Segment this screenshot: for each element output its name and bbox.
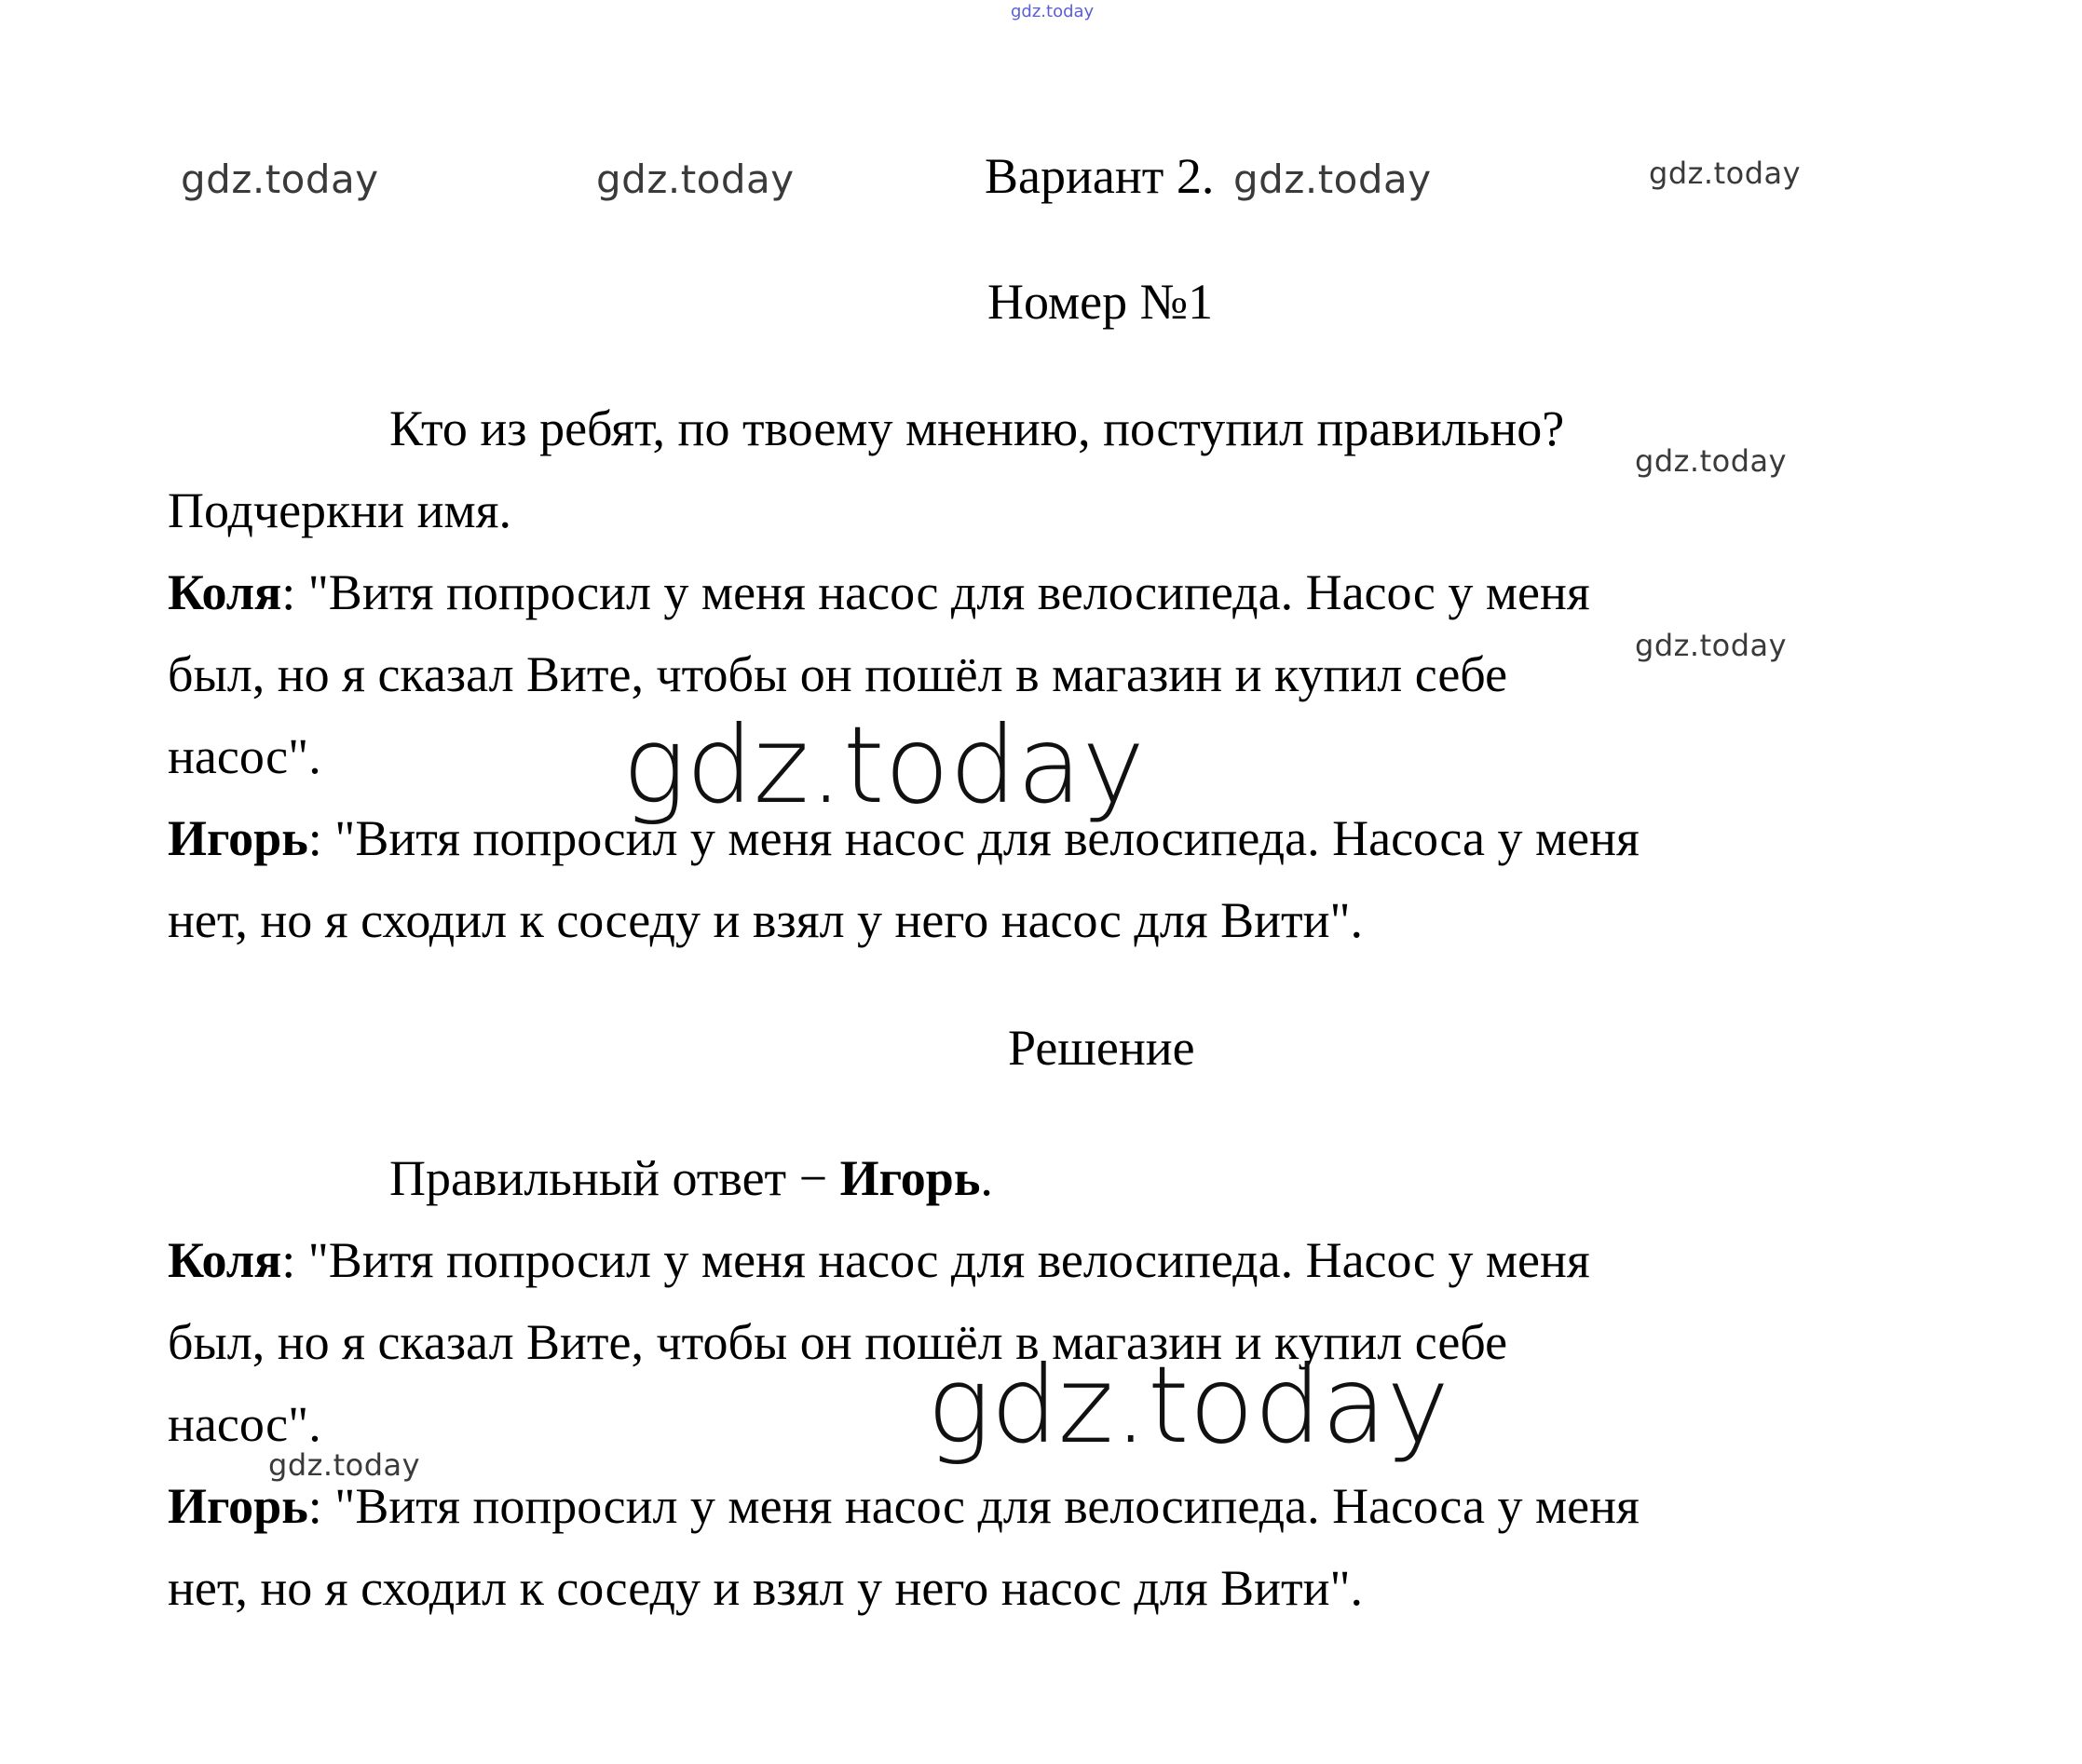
watermark-header-4: gdz.today xyxy=(1649,156,1802,191)
task-kolya-text-1: : "Витя попросил у меня насос для велосипеда. Насос у меня xyxy=(281,564,1590,620)
task-igor-line-2: нет, но я сходил к соседу и взял у него насос для Вити". xyxy=(168,892,1364,948)
solution-kolya-text-1: : "Витя попросил у меня насос для велосипеда. Насос у меня xyxy=(281,1232,1590,1288)
watermark-header-3: gdz.today xyxy=(1233,156,1432,202)
question-line-2: Подчеркни имя. xyxy=(168,482,511,538)
solution-kolya-line-1 xyxy=(168,1232,1590,1288)
solution-answer xyxy=(389,1150,993,1206)
solution-igor-text-1: : "Витя попросил у меня насос для велосипеда. Насоса у меня xyxy=(307,1478,1640,1534)
answer-prefix: Правильный ответ − xyxy=(389,1150,840,1206)
answer-suffix: . xyxy=(980,1150,993,1206)
watermark-solution: gdz.today xyxy=(268,1447,421,1483)
watermark-big-1: gdz.today xyxy=(622,703,1145,827)
task-igor-name: Игорь xyxy=(168,810,308,866)
task-number: Номер №1 xyxy=(987,274,1214,330)
task-kolya-name: Коля xyxy=(168,564,282,620)
watermark-big-2: gdz.today xyxy=(927,1343,1449,1467)
task-kolya-line-1 xyxy=(168,564,1590,620)
task-igor-line-1 xyxy=(168,810,1640,866)
watermark-tiny-top: gdz.today xyxy=(1011,2,1095,21)
solution-kolya-name: Коля xyxy=(168,1232,282,1288)
solution-kolya-line-3: насос". xyxy=(168,1396,321,1452)
watermark-kolya: gdz.today xyxy=(1635,628,1788,663)
watermark-question: gdz.today xyxy=(1635,443,1788,479)
question-line-1: Кто из ребят, по твоему мнению, поступил правильно? xyxy=(389,400,1565,456)
solution-igor-line-1 xyxy=(168,1478,1640,1534)
answer-name: Игорь xyxy=(839,1150,981,1206)
solution-igor-name: Игорь xyxy=(168,1478,308,1534)
solution-kolya-line-2: был, но я сказал Вите, чтобы он пошёл в магазин и купил себе xyxy=(168,1314,1508,1370)
variant-title: Вариант 2. xyxy=(985,148,1215,204)
task-kolya-line-2: был, но я сказал Вите, чтобы он пошёл в магазин и купил себе xyxy=(168,646,1508,702)
solution-title: Решение xyxy=(1008,1020,1195,1076)
watermark-header-2: gdz.today xyxy=(596,156,795,202)
solution-igor-line-2: нет, но я сходил к соседу и взял у него насос для Вити". xyxy=(168,1560,1364,1616)
task-kolya-line-3: насос". xyxy=(168,728,321,784)
watermark-header-1: gdz.today xyxy=(181,156,379,202)
task-igor-text-1: : "Витя попросил у меня насос для велосипеда. Насоса у меня xyxy=(307,810,1640,866)
